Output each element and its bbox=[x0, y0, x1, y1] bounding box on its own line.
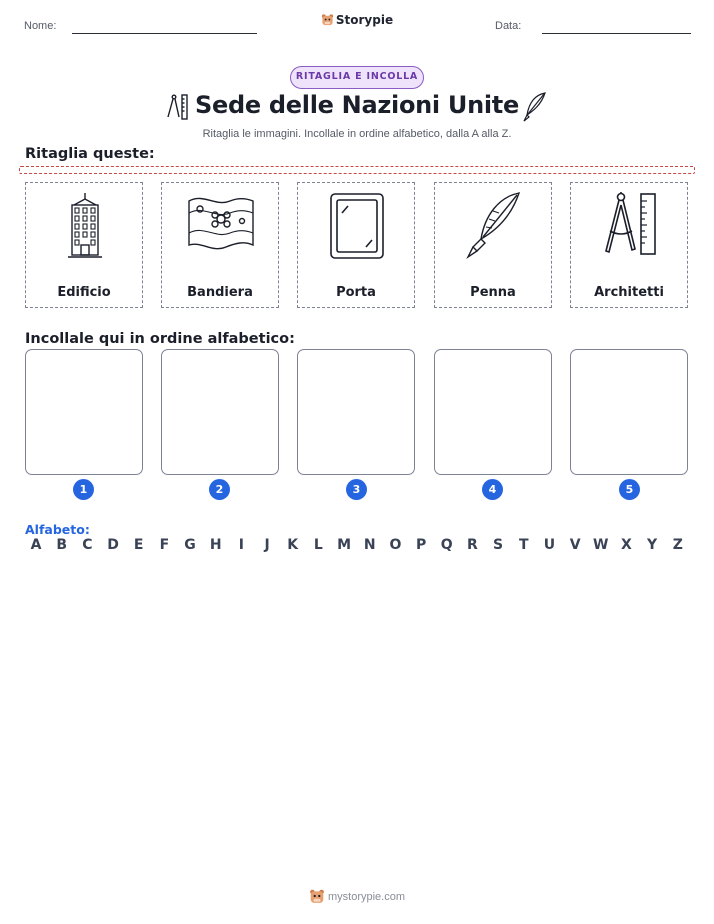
alphabet-letter: X bbox=[621, 537, 632, 553]
alphabet-letter: L bbox=[313, 537, 323, 553]
cut-heading: Ritaglia queste: bbox=[25, 146, 155, 162]
alphabet-title: Alfabeto: bbox=[25, 522, 90, 537]
door-icon bbox=[322, 191, 392, 263]
alphabet-letter: N bbox=[363, 537, 376, 553]
cut-card-bandiera[interactable] bbox=[161, 182, 279, 308]
card-label: Penna bbox=[470, 285, 516, 300]
card-label: Architetti bbox=[594, 285, 664, 300]
alphabet-letter: A bbox=[30, 537, 42, 553]
card-label: Porta bbox=[336, 285, 376, 300]
paste-box-5[interactable] bbox=[570, 349, 688, 475]
alphabet-letter: Q bbox=[440, 537, 453, 553]
card-label: Edificio bbox=[57, 285, 111, 300]
number-badge-5: 5 bbox=[619, 479, 640, 500]
number-badge-3: 3 bbox=[346, 479, 367, 500]
number-badge-4: 4 bbox=[482, 479, 503, 500]
alphabet-letter: J bbox=[264, 537, 270, 553]
alphabet-letter: H bbox=[209, 537, 222, 553]
paste-box-3[interactable] bbox=[297, 349, 415, 475]
cut-line bbox=[19, 166, 695, 174]
footer-site[interactable]: mystorypie.com bbox=[327, 891, 406, 903]
alphabet-letter: T bbox=[518, 537, 529, 553]
name-label: Nome: bbox=[24, 20, 57, 32]
alphabet-letter: R bbox=[467, 537, 478, 553]
alphabet-letter: Y bbox=[647, 537, 658, 553]
alphabet-letter: U bbox=[543, 537, 556, 553]
alphabet-letter: V bbox=[569, 537, 581, 553]
alphabet-letter: I bbox=[238, 537, 244, 553]
storypie-logo-icon bbox=[309, 888, 325, 904]
brand-name: Storypie bbox=[335, 13, 394, 27]
activity-badge: RITAGLIA E INCOLLA bbox=[290, 66, 424, 89]
alphabet-letter: G bbox=[184, 537, 196, 553]
alphabet-letter: K bbox=[287, 537, 299, 553]
alphabet-letter: C bbox=[82, 537, 93, 553]
page-title: Sede delle Nazioni Unite bbox=[195, 91, 519, 119]
card-label: Bandiera bbox=[187, 285, 253, 300]
alphabet-letter: E bbox=[133, 537, 144, 553]
alphabet-letter: F bbox=[159, 537, 170, 553]
footer bbox=[0, 888, 714, 904]
alphabet-letter: Z bbox=[672, 537, 683, 553]
storypie-logo-icon bbox=[321, 13, 334, 26]
name-line bbox=[72, 33, 257, 34]
cut-card-edificio[interactable] bbox=[25, 182, 143, 308]
date-line bbox=[542, 33, 691, 34]
alphabet-letter: B bbox=[56, 537, 67, 553]
brand bbox=[0, 13, 714, 27]
paste-box-4[interactable] bbox=[434, 349, 552, 475]
cut-card-penna[interactable] bbox=[434, 182, 552, 308]
cut-card-architetti[interactable] bbox=[570, 182, 688, 308]
cut-card-porta[interactable] bbox=[297, 182, 415, 308]
paste-box-2[interactable] bbox=[161, 349, 279, 475]
alphabet-row bbox=[25, 537, 689, 553]
flag-icon bbox=[186, 191, 256, 263]
building-icon bbox=[50, 191, 120, 263]
paste-heading: Incollale qui in ordine alfabetico: bbox=[25, 331, 295, 347]
number-badge-1: 1 bbox=[73, 479, 94, 500]
alphabet-letter: S bbox=[493, 537, 504, 553]
date-label: Data: bbox=[495, 20, 522, 32]
alphabet-letter: O bbox=[389, 537, 402, 553]
alphabet-letter: M bbox=[337, 537, 352, 553]
instructions: Ritaglia le immagini. Incollale in ordine alfabetico, dalla A alla Z. bbox=[202, 128, 512, 140]
quill-pen-icon bbox=[521, 91, 547, 123]
paste-box-1[interactable] bbox=[25, 349, 143, 475]
compass-ruler-icon bbox=[595, 191, 665, 263]
alphabet-letter: P bbox=[415, 537, 427, 553]
alphabet-letter: W bbox=[593, 537, 609, 553]
number-badge-2: 2 bbox=[209, 479, 230, 500]
quill-pen-icon bbox=[459, 191, 529, 263]
alphabet-letter: D bbox=[107, 537, 119, 553]
